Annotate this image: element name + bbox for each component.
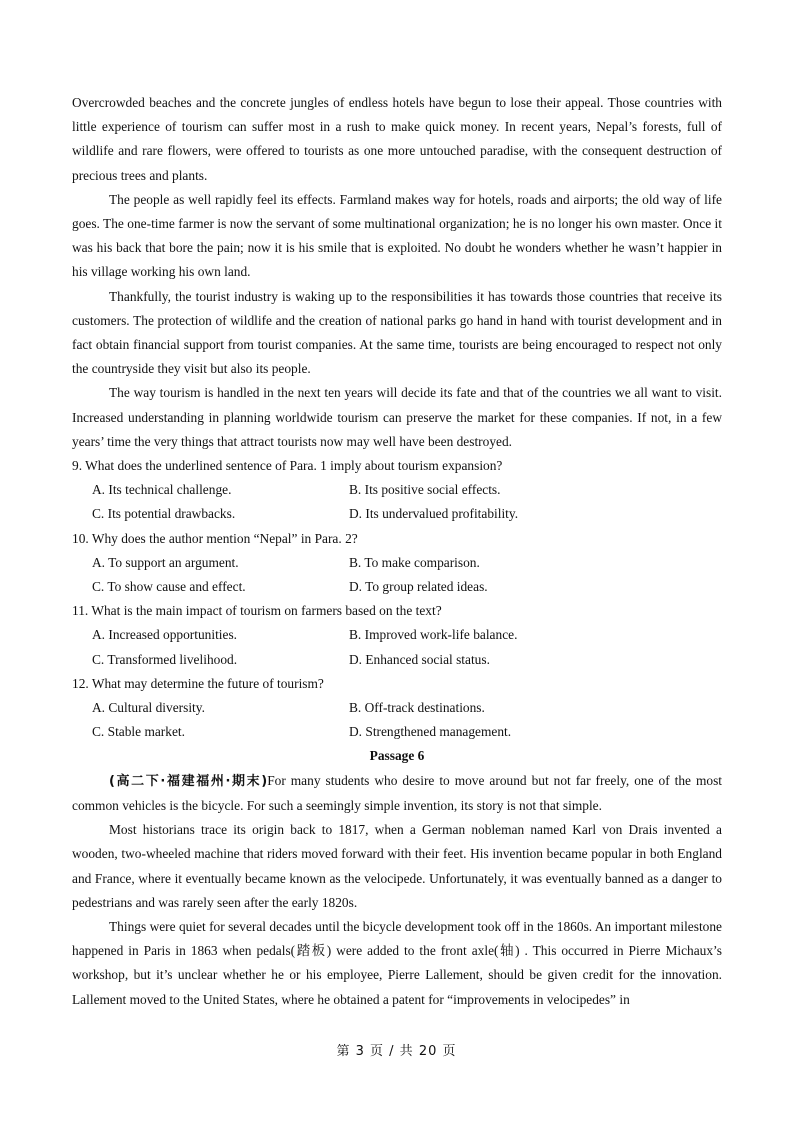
option-d: D. To group related ideas. (349, 579, 488, 595)
passage5-paragraph-1: Overcrowded beaches and the concrete jungles of endless hotels have begun to lose their appeal. Those countries with little experience of tourism can suffer most in a rush to make quick money. In recent years, Nepal’s forests, full of wildlife and rare flowers, were offered to tourists as one more untouched paradise, with the consequent destruction of precious trees and plants. (72, 95, 722, 183)
option-a: A. To support an argument. (92, 554, 239, 570)
option-a: A. Its technical challenge. (92, 482, 232, 498)
option-c: C. Stable market. (92, 724, 185, 740)
document-page (72, 91, 722, 1012)
option-c: C. Its potential drawbacks. (92, 506, 236, 522)
option-b: B. Its positive social effects. (349, 482, 501, 498)
question-stem: 10. Why does the author mention “Nepal” in Para. 2? (72, 530, 358, 546)
question-stem: 9. What does the underlined sentence of Para. 1 imply about tourism expansion? (72, 458, 503, 474)
page-footer: 第 3 页 / 共 20 页 (336, 1044, 457, 1059)
question-options (72, 551, 722, 599)
option-c: C. To show cause and effect. (92, 579, 246, 595)
passage5-paragraph-3: Thankfully, the tourist industry is waking up to the responsibilities it has towards those countries that receive its customers. The protection of wildlife and the creation of national parks go hand in hand with tourist development and in fact obtain financial support from tourist companies. At the same time, tourists are being encouraged to respect not only the countryside they visit but also its people. (72, 288, 722, 377)
option-d: D. Its undervalued profitability. (349, 506, 519, 522)
question-11 (72, 599, 722, 672)
option-a: A. Increased opportunities. (92, 627, 238, 643)
option-d: D. Strengthened management. (349, 724, 512, 740)
passage6-paragraph-1 (72, 769, 722, 818)
question-stem: 11. What is the main impact of tourism on farmers based on the text? (72, 603, 442, 619)
question-options (72, 478, 722, 526)
passage5-paragraph-2: The people as well rapidly feel its effects. Farmland makes way for hotels, roads and airports; the old way of life goes. The one-time farmer is now the servant of some multinational organization; he is no longer his own master. Once it was his back that bore the pain; now it is his smile that is exploited. No doubt he wonders whether he wasn’t happier in his village working his own land. (72, 191, 722, 280)
option-a: A. Cultural diversity. (92, 700, 205, 716)
option-d: D. Enhanced social status. (349, 651, 490, 667)
passage6-title: Passage 6 (369, 748, 425, 764)
option-b: B. Off-track destinations. (349, 700, 485, 716)
passage6-paragraph-3: Things were quiet for several decades until the bicycle development took off in the 1860s. An important milestone happened in Paris in 1863 when pedals(踏板) were added to the front axle(轴) . This occurred in Pierre Michaux’s workshop, but it’s unclear whether he or his employee, Pierre Lallement, should be given credit for the innovation. Lallement moved to the United States, where he obtained a patent for “improvements in velocipedes” in (72, 918, 722, 1007)
question-stem: 12. What may determine the future of tourism? (72, 675, 324, 691)
option-b: B. Improved work-life balance. (349, 627, 518, 643)
passage6-paragraph-2: Most historians trace its origin back to 1817, when a German nobleman named Karl von Drais invented a wooden, two-wheeled machine that riders moved forward with their feet. His invention became popular in both England and France, where it eventually became known as the velocipede. Unfortunately, it was eventually banned as a danger to pedestrians and was rarely seen after the early 1820s. (72, 822, 722, 910)
option-c: C. Transformed livelihood. (92, 651, 238, 667)
option-b: B. To make comparison. (349, 554, 480, 570)
source-tag: (高二下·福建福州·期末) (109, 773, 268, 789)
question-12 (72, 672, 722, 745)
question-9 (72, 454, 722, 527)
question-options (72, 623, 722, 671)
question-10 (72, 527, 722, 600)
passage6-paragraph-1-text: For many students who desire to move around but not far freely, one of the most common vehicles is the bicycle. For such a seemingly simple invention, its story is not that simple. (72, 772, 723, 813)
question-options (72, 696, 722, 744)
passage5-paragraph-4: The way tourism is handled in the next ten years will decide its fate and that of the countries we all want to visit. Increased understanding in planning worldwide tourism can preserve the market for these companies. If not, in a few years’ time the very things that attract tourists now may well have been destroyed. (72, 385, 722, 449)
